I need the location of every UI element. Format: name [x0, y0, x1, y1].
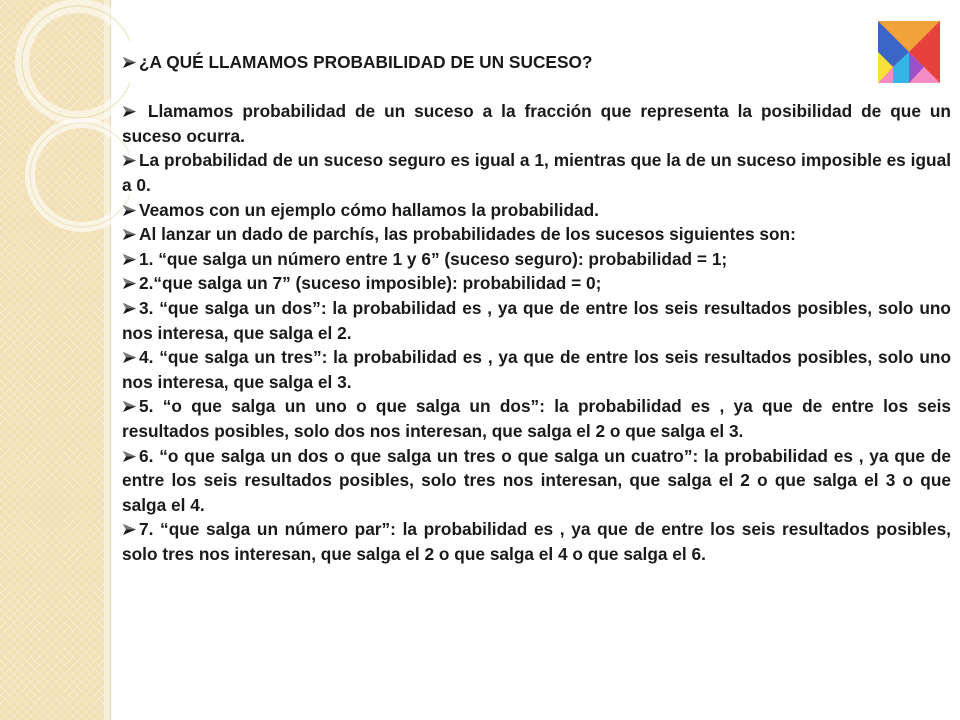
arrow-bullet-icon [122, 450, 137, 463]
arrow-bullet-icon [122, 351, 137, 364]
paragraph-text: Llamamos probabilidad de un suceso a la fracción que representa la posibilidad de que un suceso ocurra. [122, 101, 951, 146]
main-content [122, 50, 951, 566]
paragraph-text: 6. “o que salga un dos o que salga un tres o que salga un cuatro”: la probabilidad es , ya que de entre los seis resultados posibles, solo tres nos interesan, que salga el 2 o que salga el 3 o que salga el 4. [122, 445, 951, 515]
paragraph-heading [122, 50, 951, 75]
paragraph-text: 7. “que salga un número par”: la probabilidad es , ya que de entre los seis resultados posibles, solo tres nos interesan, que salga el 2 o que salga el 4 o que salga el 6. [122, 519, 951, 564]
arrow-bullet-icon [122, 154, 137, 167]
arrow-bullet-icon [122, 56, 137, 69]
arrow-bullet-icon [122, 277, 137, 290]
paragraph-text: 2.“que salga un 7” (suceso imposible): probabilidad = 0; [139, 273, 602, 294]
paragraph-text: Veamos con un ejemplo cómo hallamos la probabilidad. [139, 199, 599, 220]
paragraph [122, 296, 951, 345]
paragraph [122, 148, 951, 197]
arrow-bullet-icon [122, 400, 137, 413]
paragraph [122, 345, 951, 394]
paragraph [122, 394, 951, 443]
paragraph [122, 271, 951, 296]
paragraph-text: 5. “o que salga un uno o que salga un dos”: la probabilidad es , ya que de entre los seis resultados posibles, solo dos nos interesan, que salga el 2 o que salga el 3. [122, 396, 951, 441]
paragraph [122, 198, 951, 223]
paragraph-text: 4. “que salga un tres”: la probabilidad es , ya que de entre los seis resultados posibles, solo uno nos interesa, que salga el 3. [122, 347, 951, 392]
paragraph-text: 1. “que salga un número entre 1 y 6” (suceso seguro): probabilidad = 1; [139, 248, 728, 269]
arrow-bullet-icon [122, 204, 137, 217]
arrow-bullet-icon [122, 253, 137, 266]
paragraph-text: Al lanzar un dado de parchís, las probabilidades de los sucesos siguientes son: [139, 224, 796, 245]
arrow-bullet-icon [122, 523, 137, 536]
paragraph-text: ¿A QUÉ LLAMAMOS PROBABILIDAD DE UN SUCESO? [139, 52, 593, 72]
decorative-circles [0, 0, 130, 300]
paragraph [122, 517, 951, 566]
paragraph-text: La probabilidad de un suceso seguro es igual a 1, mientras que la de un suceso imposible es igual a 0. [122, 150, 951, 195]
arrow-bullet-icon [122, 105, 137, 118]
paragraph [122, 222, 951, 247]
arrow-bullet-icon [122, 302, 137, 315]
paragraph [122, 99, 951, 148]
paragraph [122, 247, 951, 272]
paragraph [122, 444, 951, 518]
paragraph-text: 3. “que salga un dos”: la probabilidad es , ya que de entre los seis resultados posibles, solo uno nos interesa, que salga el 2. [122, 297, 951, 343]
arrow-bullet-icon [122, 228, 137, 241]
